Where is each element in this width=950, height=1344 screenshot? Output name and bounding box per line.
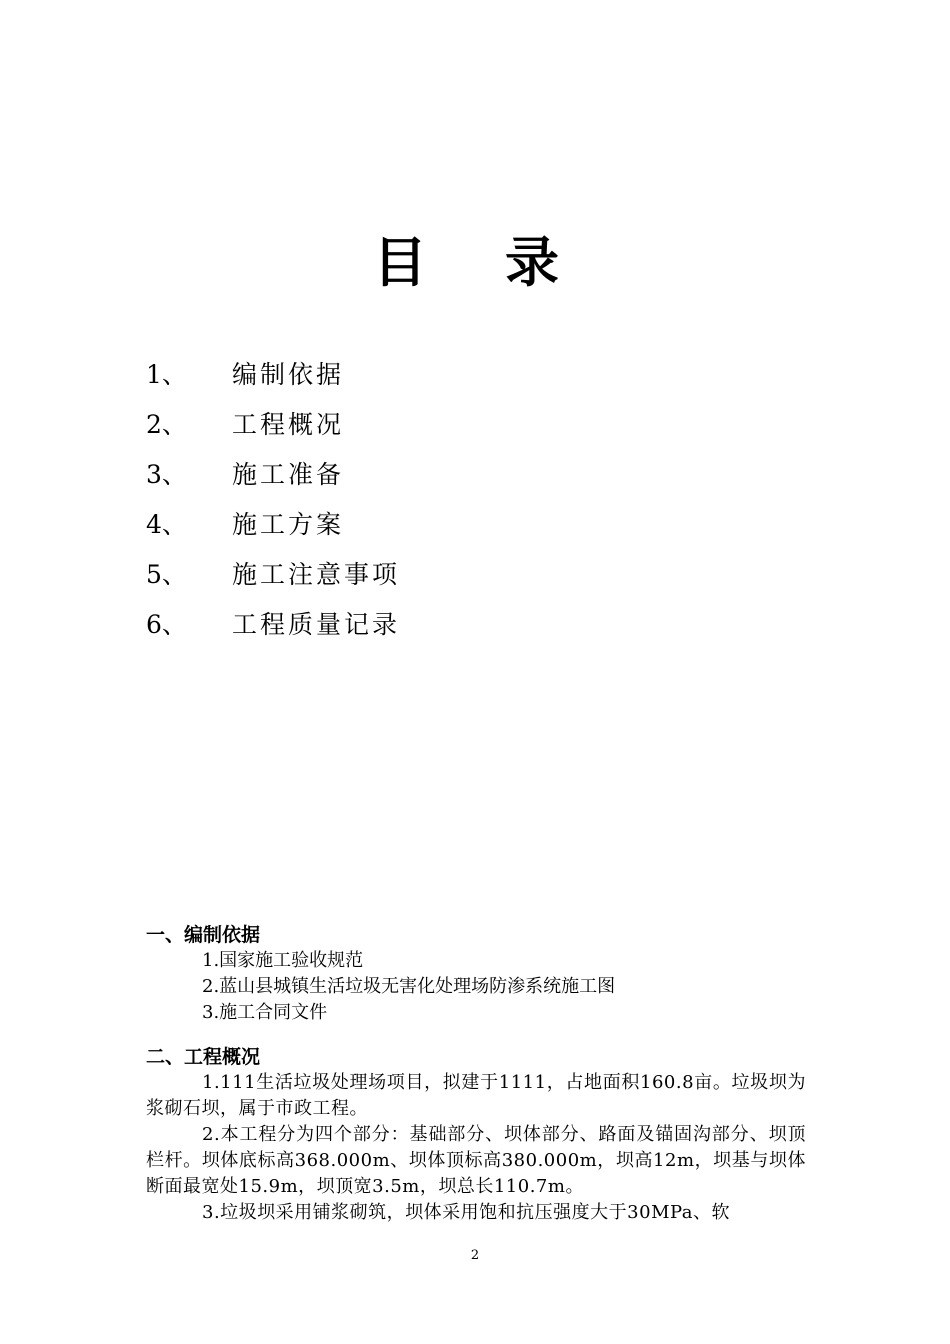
page-title: 目录 — [373, 231, 637, 294]
paragraph: 1.111生活垃圾处理场项目，拟建于1111，占地面积160.8亩。垃圾坝为浆砌石坝，属于市政工程。 — [146, 1072, 806, 1119]
toc-number: 5、 — [146, 560, 187, 589]
toc-number: 1、 — [146, 360, 187, 389]
toc-label: 施工方案 — [232, 510, 345, 539]
toc-label: 工程质量记录 — [232, 610, 401, 639]
page-number: 2 — [470, 1248, 480, 1263]
list-item: 2.蓝山县城镇生活垃圾无害化处理场防渗系统施工图 — [202, 976, 616, 997]
list-item: 1.国家施工验收规范 — [202, 950, 364, 971]
toc-label: 工程概况 — [232, 410, 345, 439]
toc-label: 施工注意事项 — [232, 560, 401, 589]
toc-number: 6、 — [146, 610, 187, 639]
toc-number: 3、 — [146, 460, 187, 489]
section-heading: 二、工程概况 — [146, 1046, 261, 1068]
section-compilation-basis — [146, 922, 806, 1026]
toc-number: 2、 — [146, 410, 187, 439]
toc-item — [146, 402, 400, 452]
paragraph: 2.本工程分为四个部分：基础部分、坝体部分、路面及锚固沟部分、坝顶栏杆。坝体底标高368.000m、坝体顶标高380.000m，坝高12m，坝基与坝体断面最宽处15.9m，坝顶宽3.5m，坝总长110.7m。 — [146, 1124, 806, 1197]
paragraph: 3.垃圾坝采用铺浆砌筑，坝体采用饱和抗压强度大于30MPa、软 — [202, 1202, 731, 1223]
section-project-overview — [146, 1044, 806, 1226]
toc-item — [146, 352, 400, 402]
toc-item — [146, 502, 400, 552]
toc-item — [146, 452, 400, 502]
toc-label: 编制依据 — [232, 360, 345, 389]
toc-item — [146, 552, 400, 602]
table-of-contents — [146, 352, 400, 652]
section-heading: 一、编制依据 — [146, 924, 261, 946]
toc-item — [146, 602, 400, 652]
toc-number: 4、 — [146, 510, 187, 539]
list-item: 3.施工合同文件 — [202, 1002, 328, 1023]
toc-label: 施工准备 — [232, 460, 345, 489]
